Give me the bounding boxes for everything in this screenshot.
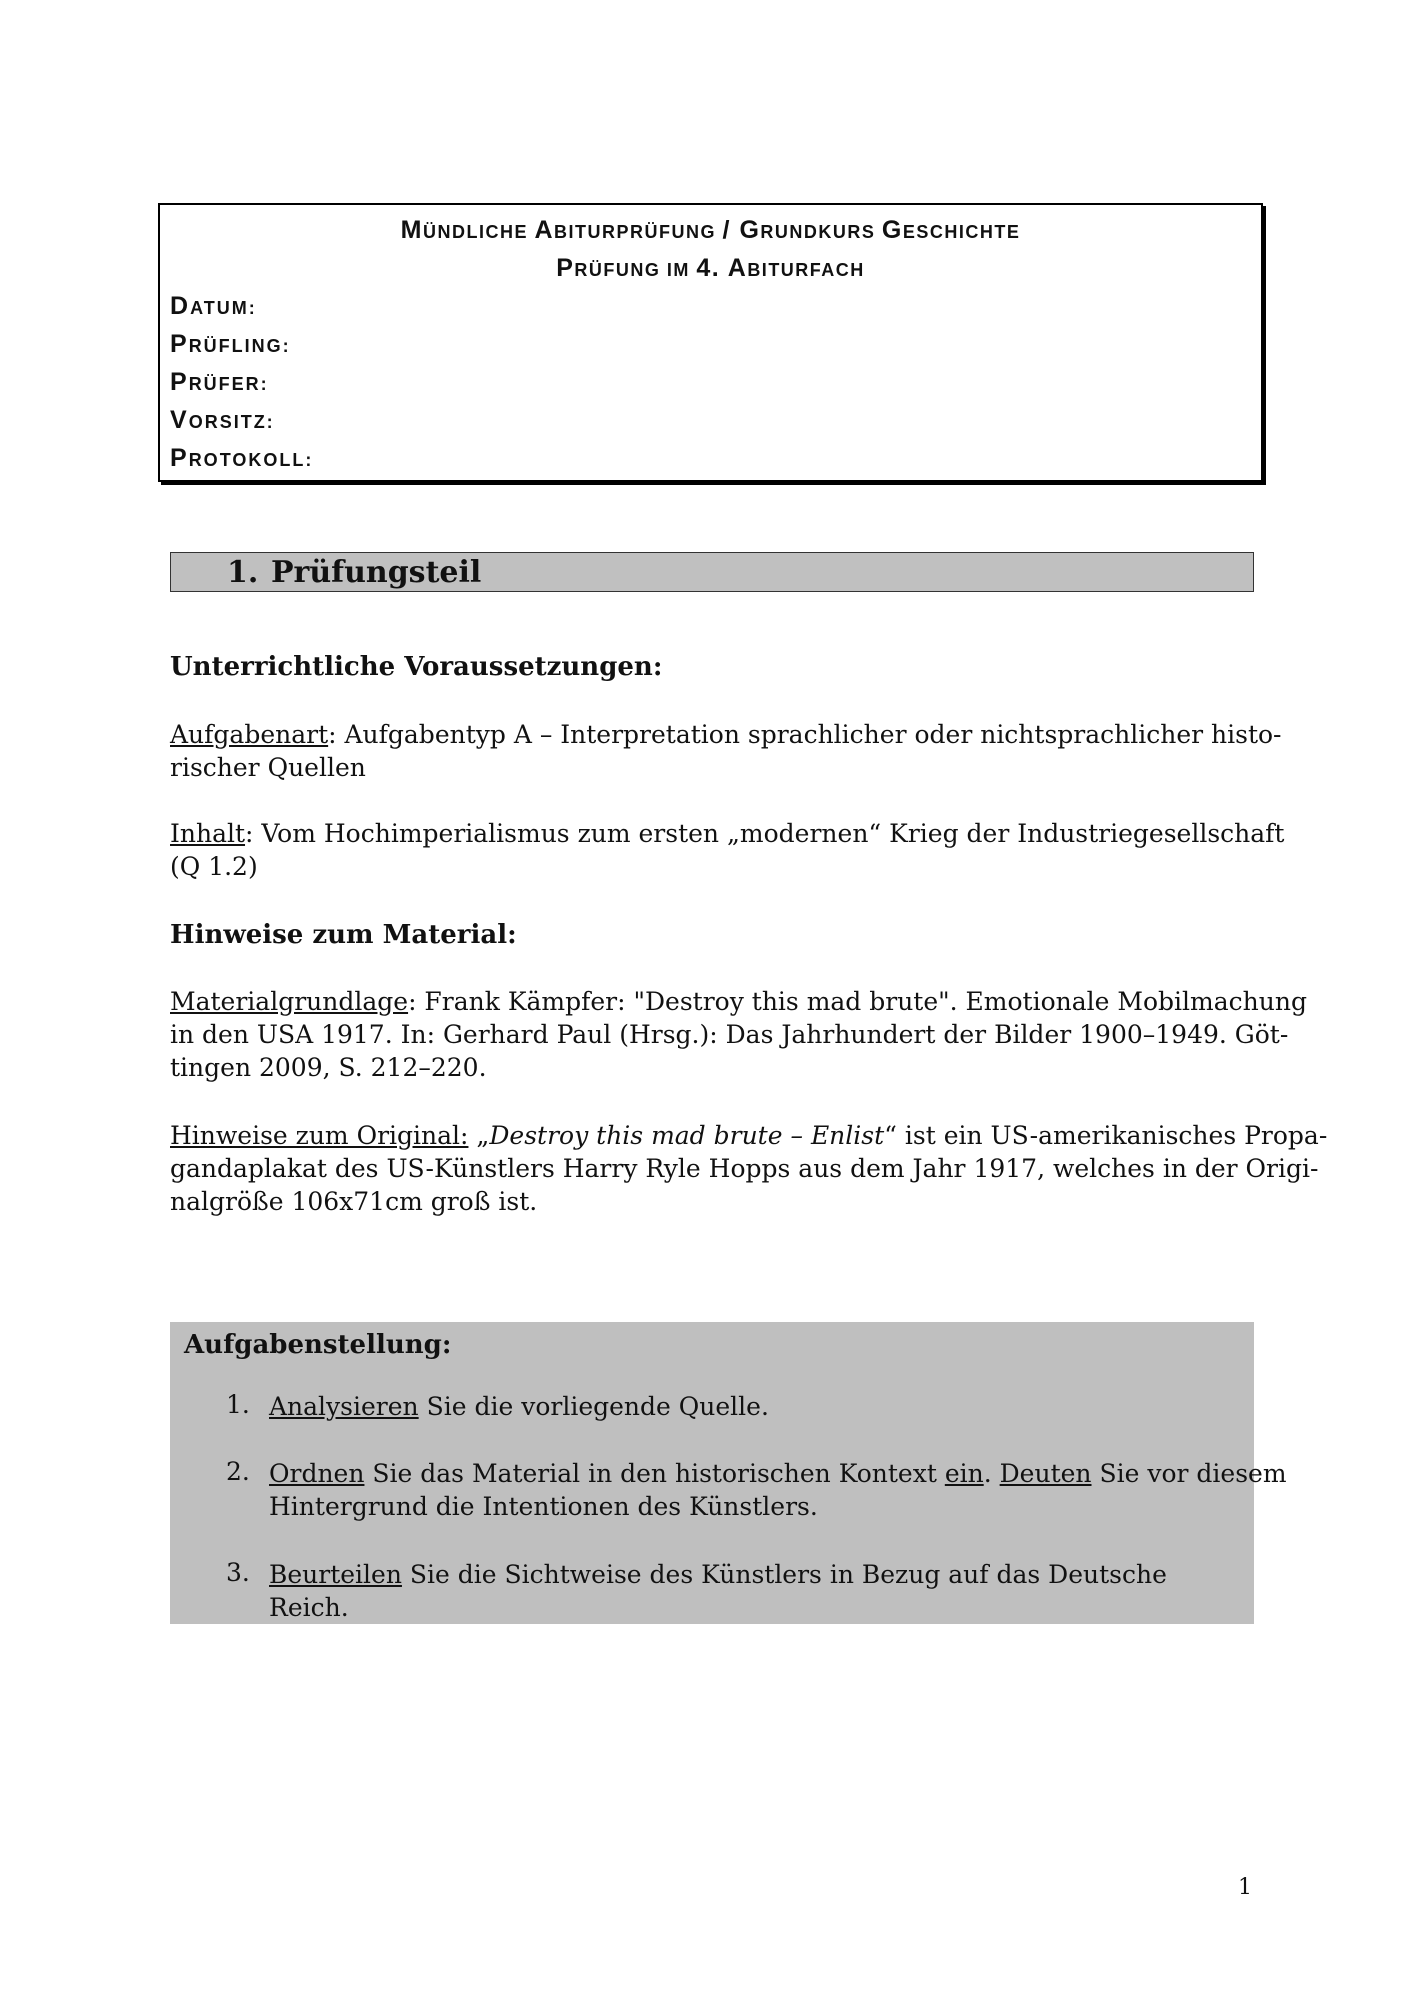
- aufgabenart-label: Aufgabenart: [170, 720, 329, 749]
- material-heading: Hinweise zum Material:: [170, 920, 517, 950]
- task-3-number: 3.: [226, 1558, 250, 1587]
- field-vorsitz: VORSITZ:: [170, 406, 275, 434]
- task-2-number: 2.: [226, 1457, 250, 1486]
- inhalt-paragraph: Inhalt: Vom Hochimperialismus zum ersten „modernen“ Krieg der Industriegesellschaft (Q 1.2): [170, 819, 1285, 881]
- materialgrundlage-paragraph: Materialgrundlage: Frank Kämpfer: "Destroy this mad brute". Emotionale Mobilmachung in den USA 1917. In: Gerhard Paul (Hrsg.): Das Jahrhundert der Bilder 1900–1949. Göt- tingen 2009, S. 212–220.: [170, 987, 1307, 1082]
- section-number: 1.: [227, 555, 259, 590]
- task-3-text: Beurteilen Sie die Sichtweise des Künstlers in Bezug auf das Deutsche Reich.: [269, 1560, 1167, 1622]
- section-title: Prüfungsteil: [271, 555, 482, 590]
- prerequisites-heading: Unterrichtliche Voraussetzungen:: [170, 652, 663, 682]
- exam-header-box: [158, 203, 1263, 482]
- exam-title-line-2: PRÜFUNG IM 4. ABITURFACH: [556, 254, 865, 282]
- task-box: [170, 1322, 1287, 1624]
- inhalt-label: Inhalt: [170, 819, 246, 848]
- field-pruefling: PRÜFLING:: [170, 330, 291, 358]
- task-1-number: 1.: [226, 1390, 250, 1419]
- materialgrundlage-label: Materialgrundlage: [170, 987, 409, 1016]
- field-pruefer: PRÜFER:: [170, 368, 269, 396]
- page-number: 1: [1238, 1875, 1252, 1900]
- field-protokoll: PROTOKOLL:: [170, 444, 314, 472]
- original-notes-paragraph: Hinweise zum Original: „Destroy this mad brute – Enlist“ ist ein US-amerikanisches Propa- gandaplakat des US-Künstlers Harry Ryle Hopps aus dem Jahr 1917, welches in der Origi- nalgröße 106x71cm groß ist.: [170, 1121, 1328, 1216]
- task-1-text: Analysieren Sie die vorliegende Quelle.: [269, 1392, 769, 1421]
- field-datum: DATUM:: [170, 292, 257, 320]
- original-notes-label: Hinweise zum Original:: [170, 1121, 469, 1150]
- section-heading-bar: [170, 552, 1254, 592]
- task-2-text: Ordnen Sie das Material in den historischen Kontext ein. Deuten Sie vor diesem Hintergrund die Intentionen des Künstlers.: [269, 1459, 1287, 1521]
- task-heading: Aufgabenstellung:: [184, 1330, 452, 1360]
- aufgabenart-paragraph: Aufgabenart: Aufgabentyp A – Interpretation sprachlicher oder nichtsprachlicher histo- rischer Quellen: [170, 720, 1282, 782]
- exam-title-line-1: MÜNDLICHE ABITURPRÜFUNG / GRUNDKURS GESCHICHTE: [400, 216, 1021, 244]
